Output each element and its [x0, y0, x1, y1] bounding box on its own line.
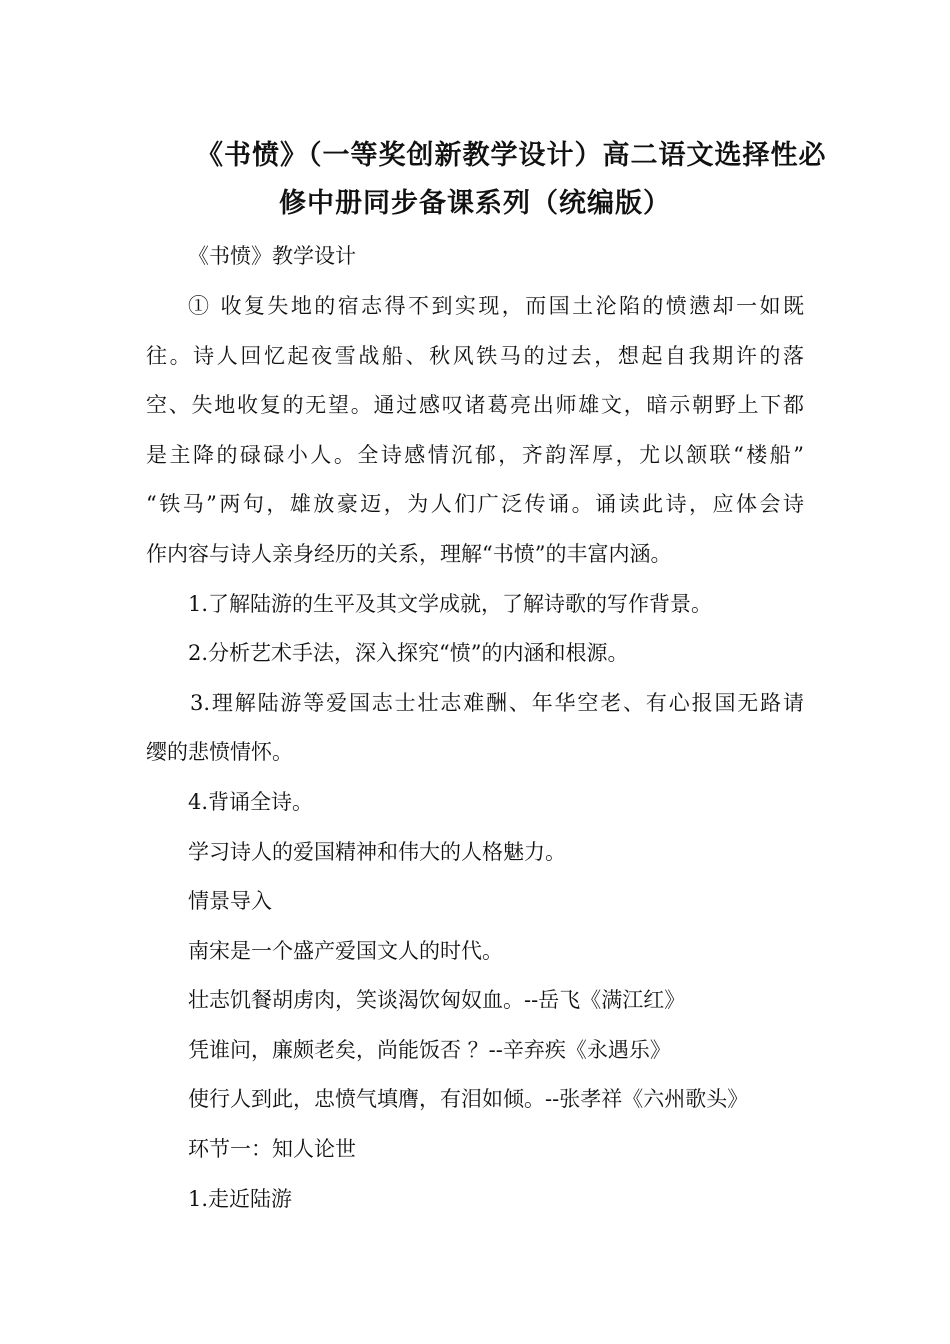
goal-item-3-line-1: 3.理解陆游等爱国志士壮志难酬、年华空老、有心报国无路请 — [190, 691, 804, 715]
goal-item-5: 学习诗人的爱国精神和伟大的人格魅力。 — [188, 840, 566, 864]
document-title-line-1: 《书愤》（一等奖创新教学设计）高二语文选择性必 — [196, 140, 827, 171]
document-title-line-2: 修中册同步备课系列（统编版） — [279, 188, 671, 219]
intro-paragraph-line-5: “铁马”两句，雄放豪迈，为人们广泛传诵。诵读此诗，应体会诗 — [146, 492, 804, 516]
section-heading-1: 环节一：知人论世 — [188, 1137, 356, 1161]
subtitle: 《书愤》教学设计 — [188, 244, 356, 268]
goal-item-4: 4.背诵全诗。 — [188, 790, 314, 814]
intro-paragraph-line-2: 往。诗人回忆起夜雪战船、秋风铁马的过去，想起自我期许的落 — [146, 344, 804, 368]
quote-1: 壮志饥餐胡虏肉，笑谈渴饮匈奴血。--岳飞《满江红》 — [188, 988, 686, 1012]
intro-paragraph-line-4: 是主降的碌碌小人。全诗感情沉郁，齐韵浑厚，尤以颔联“楼船” — [146, 443, 804, 467]
goal-item-3-line-2: 缨的悲愤情怀。 — [146, 740, 293, 764]
quote-3: 使行人到此，忠愤气填膺，有泪如倾。--张孝祥《六州歌头》 — [188, 1087, 749, 1111]
intro-paragraph-line-1: ① 收复失地的宿志得不到实现，而国土沦陷的愤懑却一如既 — [188, 294, 804, 318]
section-heading-intro: 情景导入 — [188, 889, 272, 913]
quote-2: 凭谁问，廉颇老矣，尚能饭否 ？--辛弃疾《永遇乐》 — [188, 1038, 671, 1062]
intro-paragraph-line-3: 空、失地收复的无望。通过感叹诸葛亮出师雄文，暗示朝野上下都 — [146, 393, 804, 417]
intro-paragraph-line-6: 作内容与诗人亲身经历的关系，理解“书愤”的丰富内涵。 — [146, 542, 672, 566]
goal-item-1: 1.了解陆游的生平及其文学成就，了解诗歌的写作背景。 — [188, 592, 713, 616]
intro-text: 南宋是一个盛产爱国文人的时代。 — [188, 939, 503, 963]
subsection-heading-1: 1.走近陆游 — [188, 1187, 293, 1211]
goal-item-2: 2.分析艺术手法，深入探究“愤”的内涵和根源。 — [188, 641, 629, 665]
